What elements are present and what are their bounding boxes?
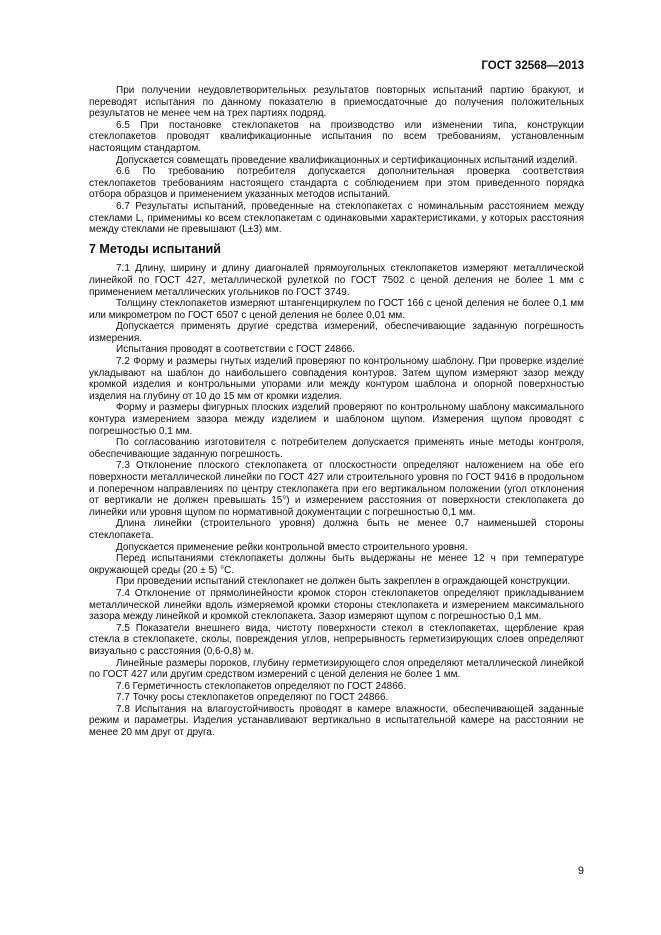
paragraph: Форму и размеры фигурных плоских изделий проверяют по контрольному шаблону максимального контура измерением зазора между изделием и шаблоном щупом. Измерения щупом проводят с погрешностью 0,1 мм. [89, 402, 584, 437]
paragraph: Допускается применять другие средства измерений, обеспечивающие заданную погрешность измерения. [89, 321, 584, 344]
paragraph: 7.2 Форму и размеры гнутых изделий проверяют по контрольному шаблону. При проверке изделие укладывают на шаблон до наибольшего совпадения контуров. Затем щупом измеряют зазор между кромкой изделия и контрольными упорами или между контуром шаблона и опорной поверхностью изделия на глубину от 10 до 15 мм от кромки изделия. [89, 356, 584, 402]
paragraph: 6.6 По требованию потребителя допускается дополнительная проверка соответствия стеклопакетов требованиям настоящего стандарта с соблюдением при этом приведенного порядка отбора образцов и применением указанных методов испытаний. [89, 166, 584, 201]
paragraph: По согласованию изготовителя с потребителем допускается применять иные методы контроля, обеспечивающие заданную погрешность. [89, 437, 584, 460]
paragraph: 7.8 Испытания на влагоустойчивость проводят в камере влажности, обеспечивающей заданные режим и параметры. Изделия устанавливают вертикально в испытательной камере на расстоянии не менее 20 мм друг от друга. [89, 703, 584, 739]
paragraph: Длина линейки (строительного уровня) должна быть не менее 0,7 наименьшей стороны стеклопакета. [89, 518, 584, 541]
paragraph: 7.6 Герметичность стеклопакетов определяют по ГОСТ 24866. [116, 680, 407, 692]
paragraph: При получении неудовлетворительных результатов повторных испытаний партию бракуют, и переводят испытания по данному показателю в приемосдаточные до получения положительных результатов не менее чем на трех партиях подряд. [89, 85, 584, 120]
paragraph: 7.4 Отклонение от прямолинейности кромок сторон стеклопакетов определяют прикладыванием металлической линейки вдоль измеряемой кромки стороны стеклопакета и измерением максимального зазора между линейкой и кромкой стеклопакета. Зазор измеряют щупом с погрешностью 0,1 мм. [89, 587, 584, 623]
paragraph: Допускается совмещать проведение квалификационных и сертификационных испытаний изделий. [116, 154, 578, 166]
paragraph: 7.7 Точку росы стеклопакетов определяют по ГОСТ 24866. [116, 692, 389, 704]
paragraph: Испытания проводят в соответствии с ГОСТ 24866. [116, 344, 356, 356]
paragraph: 7.3 Отклонение плоского стеклопакета от плоскостности определяют наложением на обе его поверхности металлической линейки по ГОСТ 427 или строительного уровня по ГОСТ 9416 в продольном и поперечном направлениях по центру стеклопакета при его вертикальном положении (угол отклонения от вертикали не должен превышать 15°) и измерением расстояния от поверхности стеклопакета до линейки или уровня щупом по нормативной документации с погрешностью 0,1 мм. [89, 460, 584, 518]
paragraph: 6.7 Результаты испытаний, проведенные на стеклопакетах с номинальным расстоянием между стеклами L, применимы ко всем стеклопакетам с одинаковыми характеристиками, у которых расстояния между стеклами не превышают (L±3) мм. [89, 200, 584, 236]
paragraph: Линейные размеры пороков, глубину герметизирующего слоя определяют металлической линейкой по ГОСТ 427 или другим средством измерений с ценой деления не более 1 мм. [89, 657, 584, 681]
paragraph: Толщину стеклопакетов измеряют штангенциркулем по ГОСТ 166 с ценой деления не более 0,1 мм или микрометром по ГОСТ 6507 с ценой деления не более 0,01 мм. [89, 298, 584, 321]
paragraph: 7.5 Показатели внешнего вида, чистоту поверхности стекол в стеклопакетах, щербление края стекла в стеклопакете, сколы, повреждения углов, непрерывность герметизирующих слоев определяют визуально с расстояния (0,6-0,8) м. [89, 622, 584, 657]
section-title: 7 Методы испытаний [89, 241, 221, 256]
paragraph: 7.1 Длину, ширину и длину диагоналей прямоугольных стеклопакетов измеряют металлической линейкой по ГОСТ 427, металлической рулеткой по ГОСТ 7502 с ценой деления не более 1 мм с применением металлических угольников по ГОСТ 3749. [89, 263, 584, 298]
paragraph: Перед испытаниями стеклопакеты должны быть выдержаны не менее 12 ч при температуре окружающей среды (20 ± 5) °С. [89, 553, 584, 576]
paragraph: 6.5 При постановке стеклопакетов на производство или изменении типа, конструкции стеклопакетов проводят квалификационные испытания по всем требованиям, установленным настоящим стандартом. [89, 119, 584, 154]
paragraphs-before [89, 85, 584, 236]
page-number: 9 [577, 865, 584, 877]
paragraphs-after [89, 263, 584, 738]
paragraph: Допускается применение рейки контрольной вместо строительного уровня. [116, 541, 468, 553]
body-text [89, 85, 584, 739]
paragraph: При проведении испытаний стеклопакет не должен быть закреплен в ограждающей конструкции. [116, 576, 571, 588]
standard-header: ГОСТ 32568—2013 [481, 60, 584, 72]
